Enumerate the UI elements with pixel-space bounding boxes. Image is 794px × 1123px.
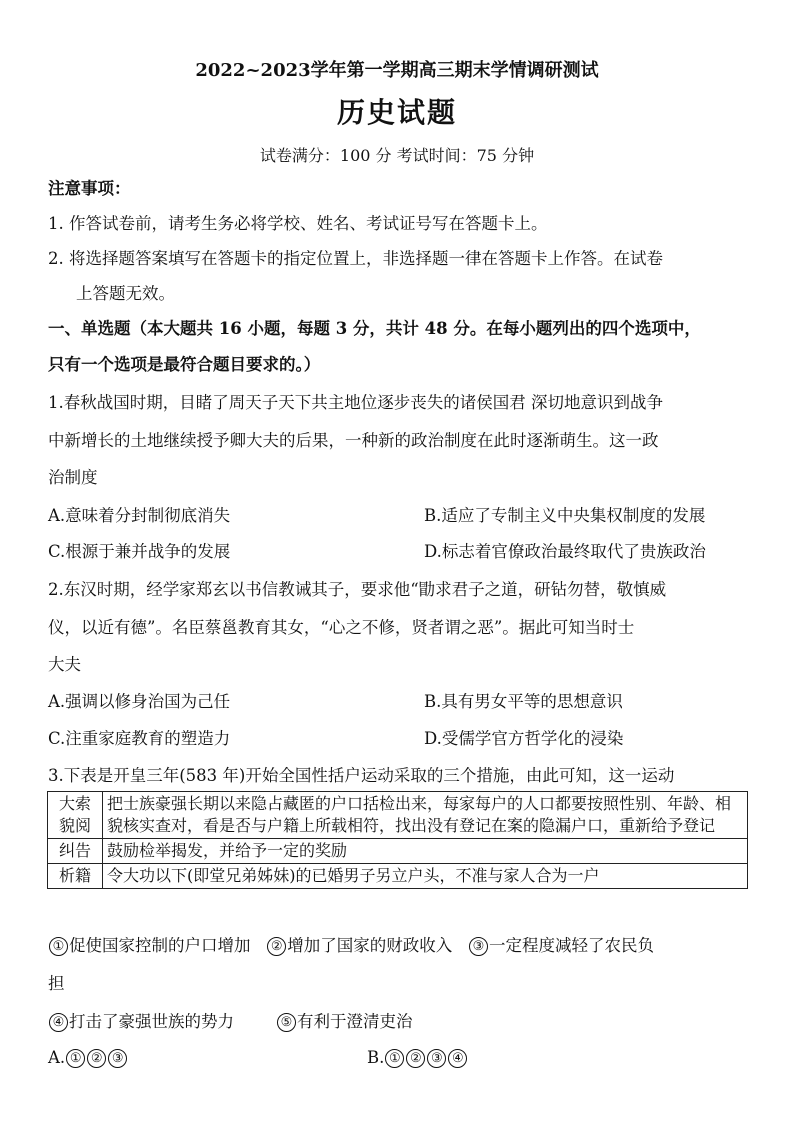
option-b-mark-1: ① (385, 1049, 404, 1068)
q3-option-a (48, 1047, 128, 1069)
item-number-5: ⑤ (277, 1013, 296, 1032)
option-b-mark-2: ② (406, 1049, 425, 1068)
q3-stem: 3.下表是开皇三年(583 年)开始全国性括户运动采取的三个措施，由此可知，这一运动 (48, 766, 675, 785)
table-row (48, 864, 748, 889)
q2-stem: 2.东汉时期，经学家郑玄以书信教诫其子，要求他“勖求君子之道，研钻勿替，敬慎威 (48, 580, 667, 599)
q1-stem-3: 治制度 (48, 468, 98, 487)
item-text-4: 打击了豪强世族的势力 (69, 1012, 234, 1031)
q1-stem-2: 中新增长的土地继续授予卿大夫的后果，一种新的政治制度在此时逐渐萌生。这一政 (48, 431, 659, 450)
table-row (48, 839, 748, 864)
section-heading: 一、单选题（本大题共 16 小题，每题 3 分，共计 48 分。在每小题列出的四个选项中， (48, 319, 701, 338)
q3-items-row2 (48, 1011, 412, 1033)
section-heading-cont: 只有一个选项是最符合题目要求的。） (48, 355, 321, 374)
q1-stem: 1.春秋战国时期，目睹了周天子天下共主地位逐步丧失的诸侯国君 深切地意识到战争 (48, 393, 663, 412)
q1-option-b: B.适应了专制主义中央集权制度的发展 (424, 506, 706, 525)
q2-option-b: B.具有男女平等的思想意识 (424, 692, 623, 711)
q2-option-a: A.强调以修身治国为己任 (48, 692, 231, 711)
item-number-3: ③ (469, 937, 488, 956)
table-row-body: 令大功以下(即堂兄弟姊妹)的已婚男子另立户头，不准与家人合为一户 (103, 864, 748, 889)
option-b-prefix: B. (367, 1048, 385, 1067)
q3-items-row1-cont: 担 (48, 974, 65, 993)
table-row-body: 把士族豪强长期以来隐占藏匿的户口括检出来，每家每户的人口都要按照性别、年龄、相貌核实查对，看是否与户籍上所载相符，找出没有登记在案的隐漏户口，重新给予登记 (103, 792, 748, 839)
q1-option-a: A.意味着分封制彻底消失 (48, 506, 231, 525)
option-a-prefix: A. (48, 1048, 66, 1067)
item-text-1: 促使国家控制的户口增加 (69, 936, 251, 955)
item-number-2: ② (267, 937, 286, 956)
item-number-4: ④ (49, 1013, 68, 1032)
q2-option-c: C.注重家庭教育的塑造力 (48, 729, 231, 748)
table-row-head-text: 大索貌阅 (58, 794, 91, 835)
item-text-2: 增加了国家的财政收入 (287, 936, 453, 955)
item-text-3: 一定程度减轻了农民负 (489, 936, 654, 955)
q3-measures-table (47, 791, 748, 889)
option-b-mark-3: ③ (427, 1049, 446, 1068)
q2-stem-3: 大夫 (48, 655, 81, 674)
item-number-1: ① (49, 937, 68, 956)
q2-stem-2: 仪，以近有德”。名臣蔡邕教育其女，“心之不修，贤者谓之恶”。据此可知当时士 (48, 618, 635, 637)
table-row-body: 鼓励检举揭发，并给予一定的奖励 (103, 839, 748, 864)
notice-heading: 注意事项： (48, 179, 131, 198)
exam-title: 2022~2023学年第一学期高三期末学情调研测试 (195, 60, 599, 81)
option-a-mark-3: ③ (108, 1049, 127, 1068)
q3-items-row1 (48, 935, 654, 957)
option-a-mark-2: ② (87, 1049, 106, 1068)
table-row-head: 析籍 (48, 864, 103, 889)
exam-meta: 试卷满分：100 分 考试时间：75 分钟 (259, 146, 535, 165)
notice-item-2: 2. 将选择题答案填写在答题卡的指定位置上，非选择题一律在答题卡上作答。在试卷 (48, 249, 663, 268)
q1-option-c: C.根源于兼并战争的发展 (48, 542, 231, 561)
table-row-head: 纠告 (48, 839, 103, 864)
q1-option-d: D.标志着官僚政治最终取代了贵族政治 (424, 542, 706, 561)
subject-title: 历史试题 (336, 96, 457, 129)
q3-option-b (367, 1047, 468, 1069)
item-text-5: 有利于澄清吏治 (296, 1012, 413, 1031)
notice-item-2-cont: 上答题无效。 (76, 284, 175, 303)
option-a-mark-1: ① (66, 1049, 85, 1068)
table-row-head (48, 792, 103, 839)
option-b-mark-4: ④ (448, 1049, 467, 1068)
q2-option-d: D.受儒学官方哲学化的浸染 (424, 729, 624, 748)
table-row (48, 792, 748, 839)
notice-item-1: 1. 作答试卷前，请考生务必将学校、姓名、考试证号写在答题卡上。 (48, 214, 548, 233)
